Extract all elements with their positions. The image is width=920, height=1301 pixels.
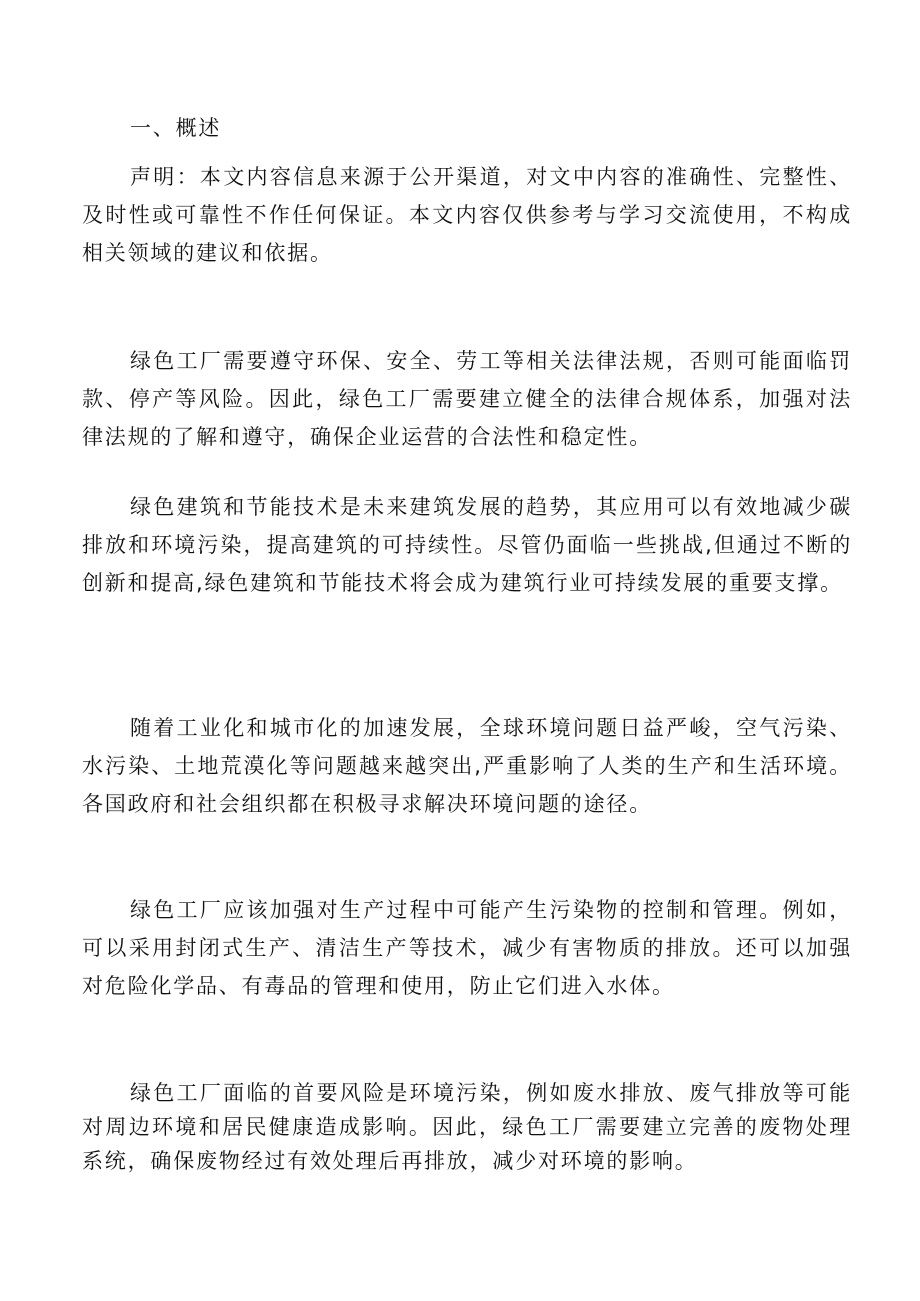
paragraph-disclaimer: 声明：本文内容信息来源于公开渠道，对文中内容的准确性、完整性、及时性或可靠性不作任何保证。本文内容仅供参考与学习交流使用，不构成相关领域的建议和依据。 — [82, 165, 852, 265]
section-heading: 一、概述 — [130, 116, 222, 140]
paragraph-legal-compliance: 绿色工厂需要遵守环保、安全、劳工等相关法律法规，否则可能面临罚款、停产等风险。因此，绿色工厂需要建立健全的法律合规体系，加强对法律法规的了解和遵守，确保企业运营的合法性和稳定性。 — [82, 349, 852, 449]
paragraph-green-building: 绿色建筑和节能技术是未来建筑发展的趋势，其应用可以有效地减少碳排放和环境污染，提高建筑的可持续性。尽管仍面临一些挑战,但通过不断的创新和提高,绿色建筑和节能技术将会成为建筑行业可持续发展的重要支撑。 — [82, 495, 852, 595]
paragraph-environmental-risk: 绿色工厂面临的首要风险是环境污染，例如废水排放、废气排放等可能对周边环境和居民健康造成影响。因此，绿色工厂需要建立完善的废物处理系统，确保废物经过有效处理后再排放，减少对环境的影响。 — [82, 1081, 852, 1173]
paragraph-pollution-control: 绿色工厂应该加强对生产过程中可能产生污染物的控制和管理。例如，可以采用封闭式生产、清洁生产等技术，减少有害物质的排放。还可以加强对危险化学品、有毒品的管理和使用，防止它们进入水体。 — [82, 898, 852, 998]
paragraph-environmental-issues: 随着工业化和城市化的加速发展，全球环境问题日益严峻，空气污染、水污染、土地荒漠化等问题越来越突出,严重影响了人类的生产和生活环境。各国政府和社会组织都在积极寻求解决环境问题的途径。 — [82, 716, 852, 816]
